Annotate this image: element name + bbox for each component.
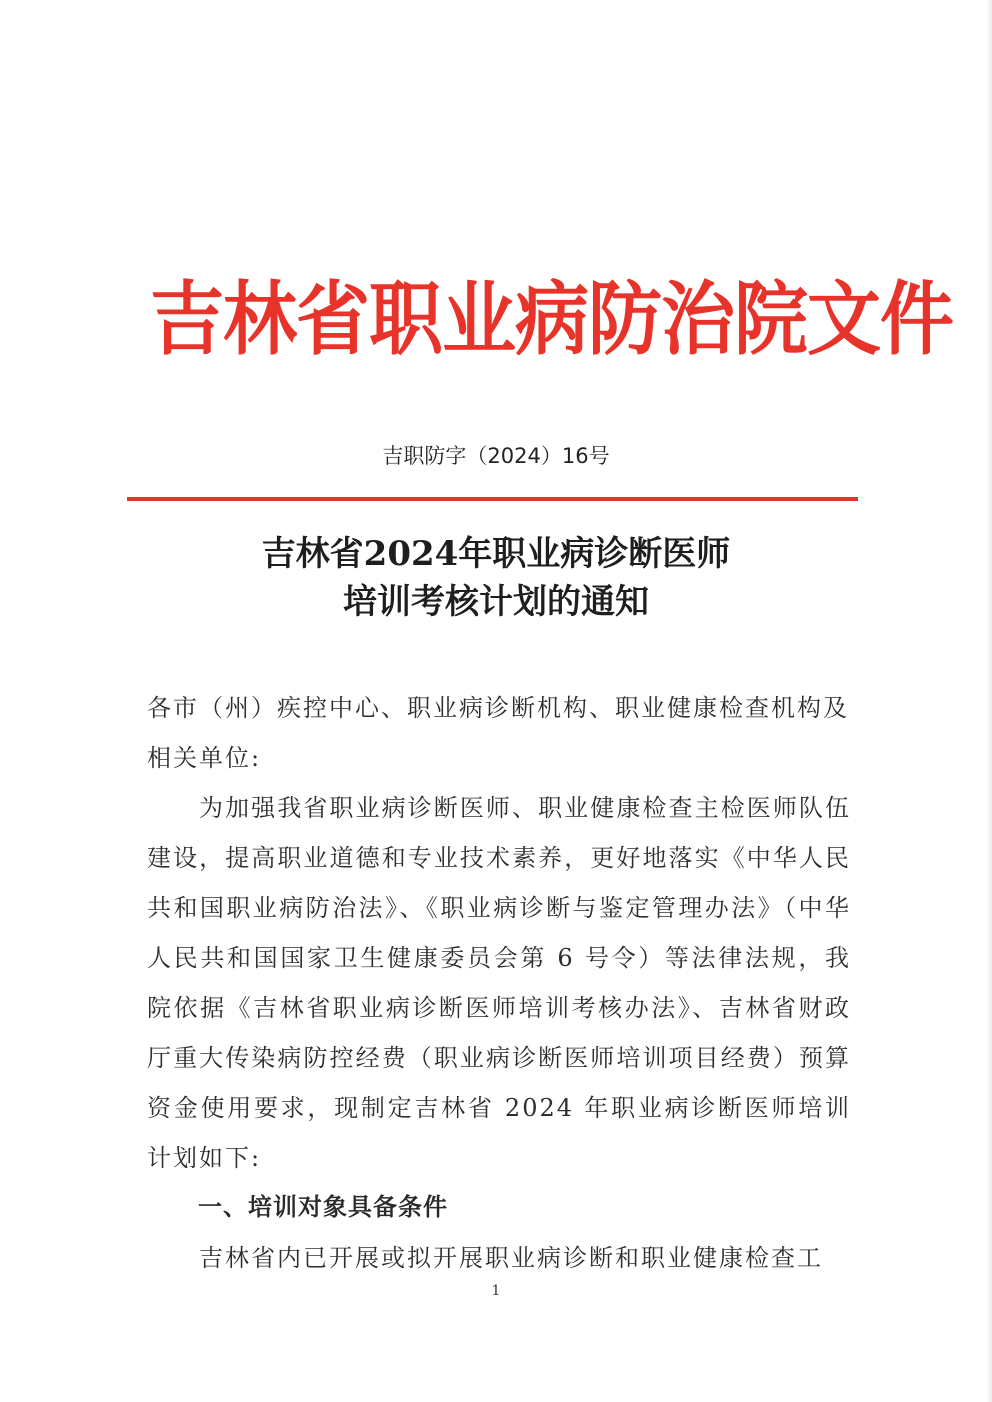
issuer-red-header: 吉林省职业病防治院文件 [150, 273, 953, 367]
page-number: 1 [491, 1283, 501, 1299]
section-1-text: 吉林省内已开展或拟开展职业病诊断和职业健康检查工 [199, 1244, 823, 1272]
salutation: 各市（州）疾控中心、职业病诊断机构、职业健康检查机构及相关单位: [147, 694, 849, 772]
notice-title-line-1: 吉林省2024年职业病诊断医师 [261, 534, 731, 574]
section-1-heading: 一、培训对象具备条件 [198, 1193, 448, 1221]
document-number: 吉职防字（2024）16号 [382, 444, 610, 468]
notice-title-line-2: 培训考核计划的通知 [343, 582, 649, 622]
intro-paragraph: 为加强我省职业病诊断医师、职业健康检查主检医师队伍建设，提高职业道德和专业技术素养，更好地落实《中华人民共和国职业病防治法》、《职业病诊断与鉴定管理办法》（中华人民共和国国家卫生健康委员会第 6 号令）等法律法规，我院依据《吉林省职业病诊断医师培训考核办法》、吉林省财政厅重大传染病防控经费（职业病诊断医师培训项目经费）预算资金使用要求，现制定吉林省 2024 年职业病诊断医师培训计划如下: [147, 794, 851, 1172]
page-edge-shadow [986, 0, 992, 1402]
notice-title [0, 530, 992, 626]
red-divider-line [127, 497, 858, 501]
